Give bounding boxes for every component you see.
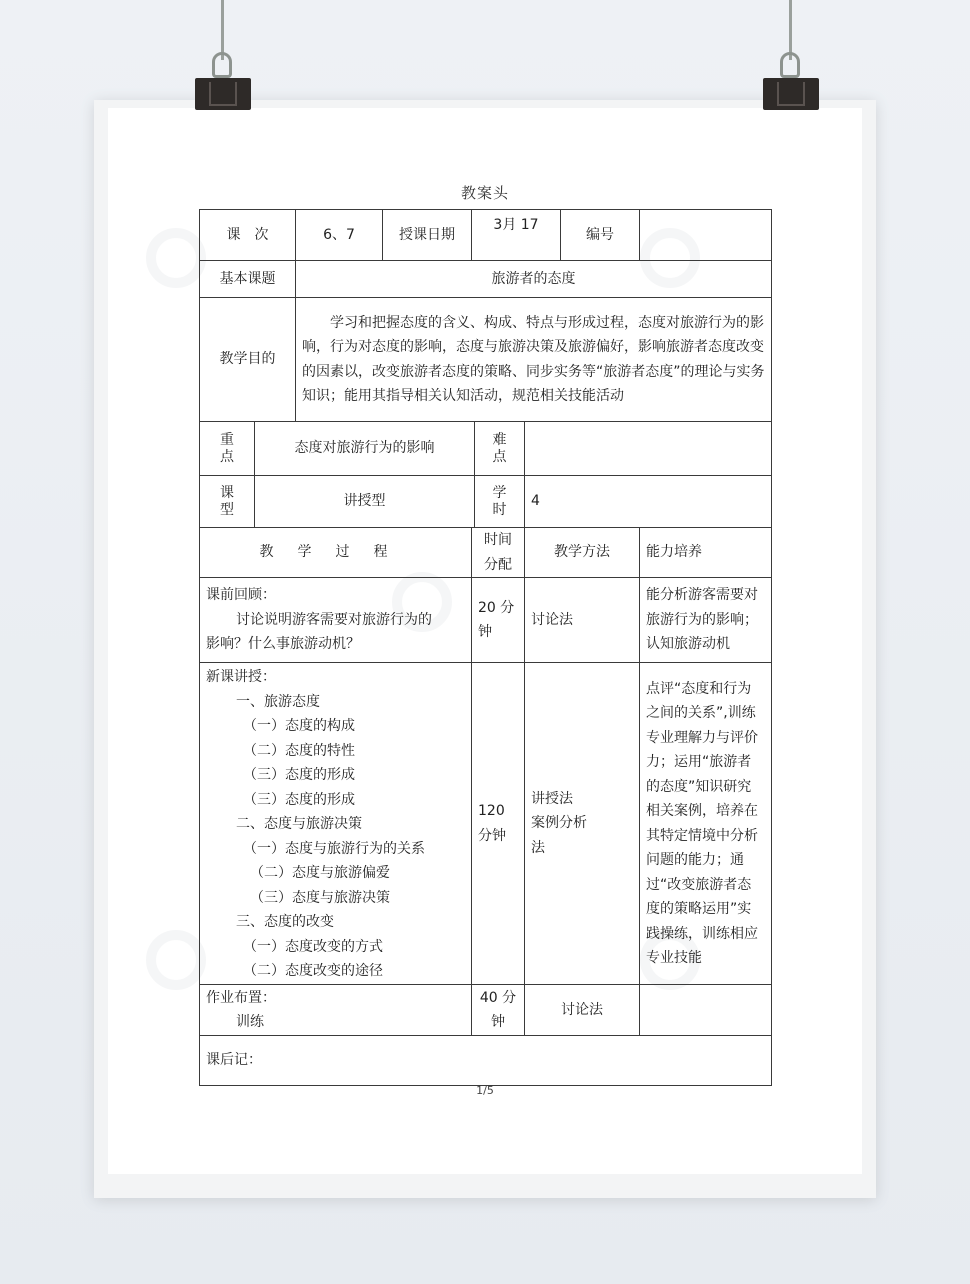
list-item: （二）态度改变的途径	[243, 963, 383, 979]
hanging-string-right	[789, 0, 792, 60]
list-item: （二）态度与旅游偏爱	[250, 865, 390, 881]
time-header: 时间分配	[472, 528, 525, 578]
homework-ability	[640, 985, 772, 1036]
purpose-text: 学习和把握态度的含义、构成、特点与形成过程，态度对旅游行为的影响，行为对态度的影响，态度与旅游决策及旅游偏好，影响旅游者态度改变的因素以，改变旅游者态度的策略、同步实务等“旅游者态度”的理论与实务知识；能用其指导相关认知活动，规范相关技能活动	[296, 298, 772, 422]
new-lesson-cell	[200, 663, 472, 985]
key-point-value: 态度对旅游行为的影响	[255, 422, 475, 476]
list-item: （三）态度与旅游决策	[250, 889, 390, 906]
table-row	[200, 578, 772, 663]
review-time: 20 分钟	[472, 578, 525, 663]
key-point-label-2: 点	[220, 448, 234, 465]
list-item: （三）态度的形成	[243, 767, 355, 783]
hours-label	[475, 476, 525, 528]
process-header: 教学过程	[200, 528, 472, 578]
table-row	[200, 663, 772, 985]
watermark-icon	[146, 228, 206, 288]
table-row	[200, 422, 772, 476]
lesson-plan-table	[199, 209, 772, 1086]
date-label: 授课日期	[383, 210, 472, 261]
review-cell	[200, 578, 472, 663]
purpose-label: 教学目的	[200, 298, 296, 422]
review-line-2: 影响？什么事旅游动机？	[206, 636, 360, 653]
clip-ring-left-icon	[212, 52, 232, 78]
watermark-icon	[146, 930, 206, 990]
new-lesson-ability: 点评“态度和行为之间的关系”,训练专业理解力与评价力；运用“旅游者的态度”知识研究相关案例，培养在其特定情境中分析问题的能力；通过“改变旅游者态度的策略运用”实践操练，训练相应专业技能	[640, 663, 772, 985]
number-label: 编号	[561, 210, 640, 261]
session-label: 课 次	[200, 210, 296, 261]
ability-header: 能力培养	[640, 528, 772, 578]
number-value	[640, 210, 772, 261]
hanging-string-left	[221, 0, 224, 60]
hours-value: 4	[525, 476, 772, 528]
date-value: 3月 17	[472, 210, 561, 261]
review-title: 课前回顾：	[206, 587, 276, 604]
after-notes-label: 课后记：	[200, 1036, 772, 1086]
difficulty-label-1: 难	[492, 431, 507, 448]
list-item: （一）态度的构成	[243, 718, 355, 734]
list-item: （一）态度改变的方式	[243, 938, 383, 955]
method-header: 教学方法	[525, 528, 640, 578]
lesson-type-label-1: 课	[220, 484, 234, 501]
page-number: 1/5	[476, 1084, 494, 1097]
homework-cell	[200, 985, 472, 1036]
clip-ring-right-icon	[780, 52, 800, 78]
new-lesson-time: 120 分钟	[472, 663, 525, 985]
difficulty-label	[475, 422, 525, 476]
topic-label: 基本课题	[200, 261, 296, 298]
table-row	[200, 261, 772, 298]
new-lesson-title: 新课讲授：	[206, 669, 276, 685]
hours-label-1: 学	[492, 484, 507, 501]
key-point-label	[200, 422, 255, 476]
review-line-1: 讨论说明游客需要对旅游行为的	[236, 611, 432, 628]
list-item: 二、态度与旅游决策	[236, 816, 362, 832]
difficulty-label-2: 点	[492, 448, 507, 465]
review-method: 讨论法	[525, 578, 640, 663]
lesson-type-label-2: 型	[220, 501, 234, 518]
table-row	[200, 210, 772, 261]
table-row	[200, 476, 772, 528]
session-value: 6、7	[296, 210, 383, 261]
key-point-label-1: 重	[220, 431, 234, 448]
homework-content: 训练	[236, 1014, 264, 1030]
homework-time: 40 分钟	[472, 985, 525, 1036]
binder-clip-left-icon	[195, 78, 251, 110]
review-ability: 能分析游客需要对旅游行为的影响；认知旅游动机	[640, 578, 772, 663]
table-row	[200, 985, 772, 1036]
list-item: （二）态度的特性	[243, 742, 355, 759]
new-lesson-method-1: 讲授法	[531, 790, 573, 807]
new-lesson-method-3: 法	[531, 839, 545, 856]
list-item: 一、旅游态度	[236, 693, 320, 710]
binder-clip-right-icon	[763, 78, 819, 110]
new-lesson-method-2: 案例分析	[531, 815, 587, 832]
list-item: （三）态度的形成	[243, 791, 355, 808]
lesson-type-label	[200, 476, 255, 528]
new-lesson-method	[525, 663, 640, 985]
table-row	[200, 1036, 772, 1086]
hours-label-2: 时	[492, 501, 507, 518]
table-row	[200, 298, 772, 422]
difficulty-value	[525, 422, 772, 476]
topic-value: 旅游者的态度	[296, 261, 772, 298]
list-item: 三、态度的改变	[236, 914, 334, 930]
lesson-type-value: 讲授型	[255, 476, 475, 528]
table-row	[200, 528, 772, 578]
list-item: （一）态度与旅游行为的关系	[243, 840, 425, 857]
homework-method: 讨论法	[525, 985, 640, 1036]
document-title: 教案头	[460, 184, 509, 202]
homework-title: 作业布置：	[206, 989, 276, 1006]
